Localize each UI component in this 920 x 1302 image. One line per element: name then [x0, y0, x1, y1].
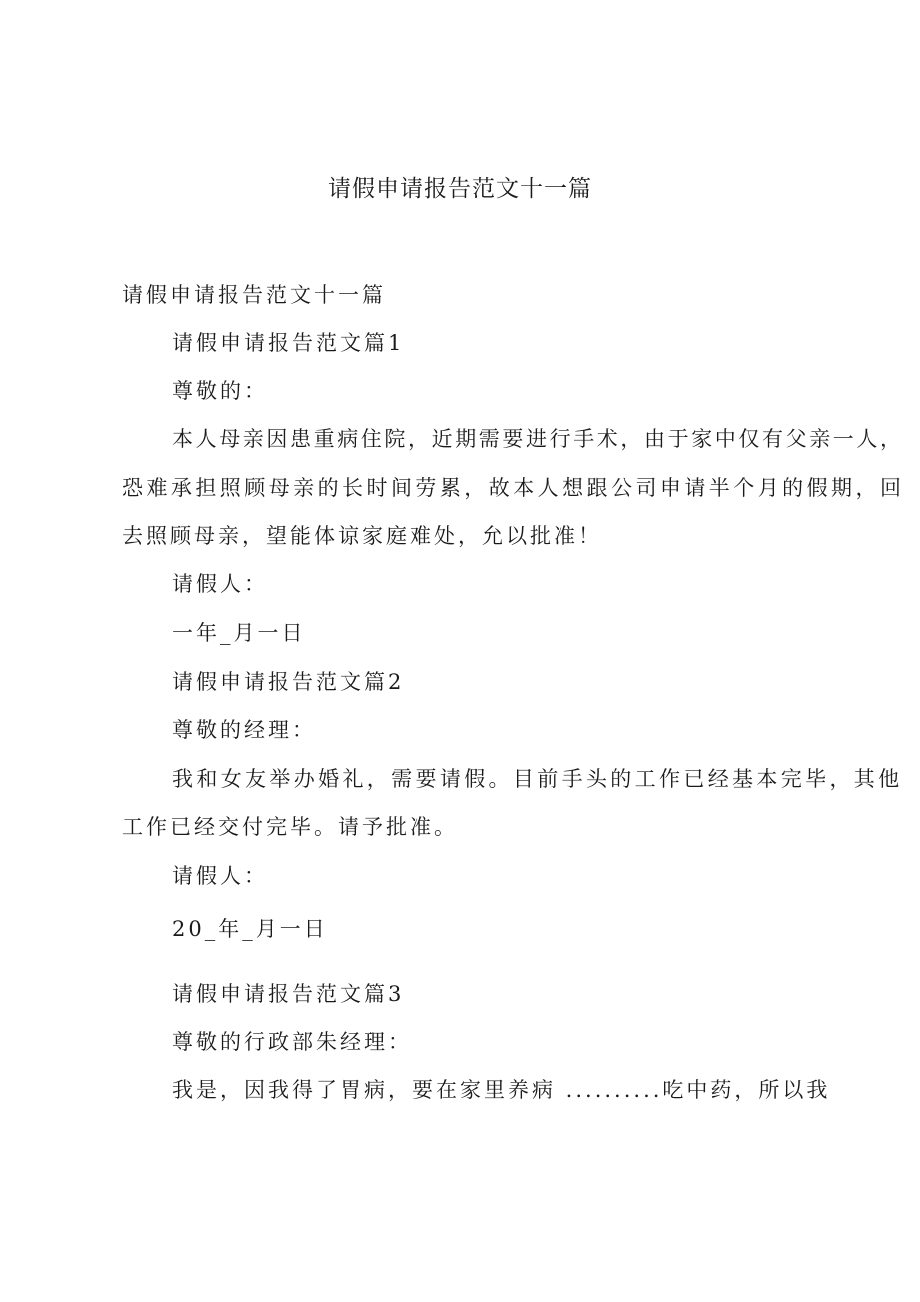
section3-salutation: 尊敬的行政部朱经理：: [172, 1030, 412, 1054]
section1-salutation: 尊敬的：: [172, 379, 268, 403]
section1-heading: 请假申请报告范文篇1: [172, 331, 405, 355]
section3-heading: 请假申请报告范文篇3: [172, 982, 405, 1006]
section2-body-line2: 工作已经交付完毕。请予批准。: [122, 815, 458, 839]
section1-body-line2: 恐难承担照顾母亲的长时间劳累，故本人想跟公司申请半个月的假期，回: [122, 476, 905, 500]
doc-title: 请假申请报告范文十一篇: [122, 283, 386, 307]
section2-salutation: 尊敬的经理：: [172, 718, 316, 742]
section1-body-line3: 去照顾母亲，望能体谅家庭难处，允以批准！: [122, 524, 602, 548]
section2-signer: 请假人：: [172, 864, 268, 888]
section3-body-line1: 我是，因我得了胃病，要在家里养病 ..........吃中药，所以我: [172, 1078, 831, 1102]
section2-body-line1: 我和女友举办婚礼，需要请假。目前手头的工作已经基本完毕，其他: [172, 767, 903, 791]
section2-heading: 请假申请报告范文篇2: [172, 670, 405, 694]
section1-date: 一年_月一日: [172, 621, 306, 645]
main-title: 请假申请报告范文十一篇: [328, 176, 592, 202]
section1-signer: 请假人：: [172, 572, 268, 596]
section1-body-line1: 本人母亲因患重病住院，近期需要进行手术，由于家中仅有父亲一人，: [172, 427, 904, 451]
section2-date: 20_年_月一日: [172, 917, 328, 941]
